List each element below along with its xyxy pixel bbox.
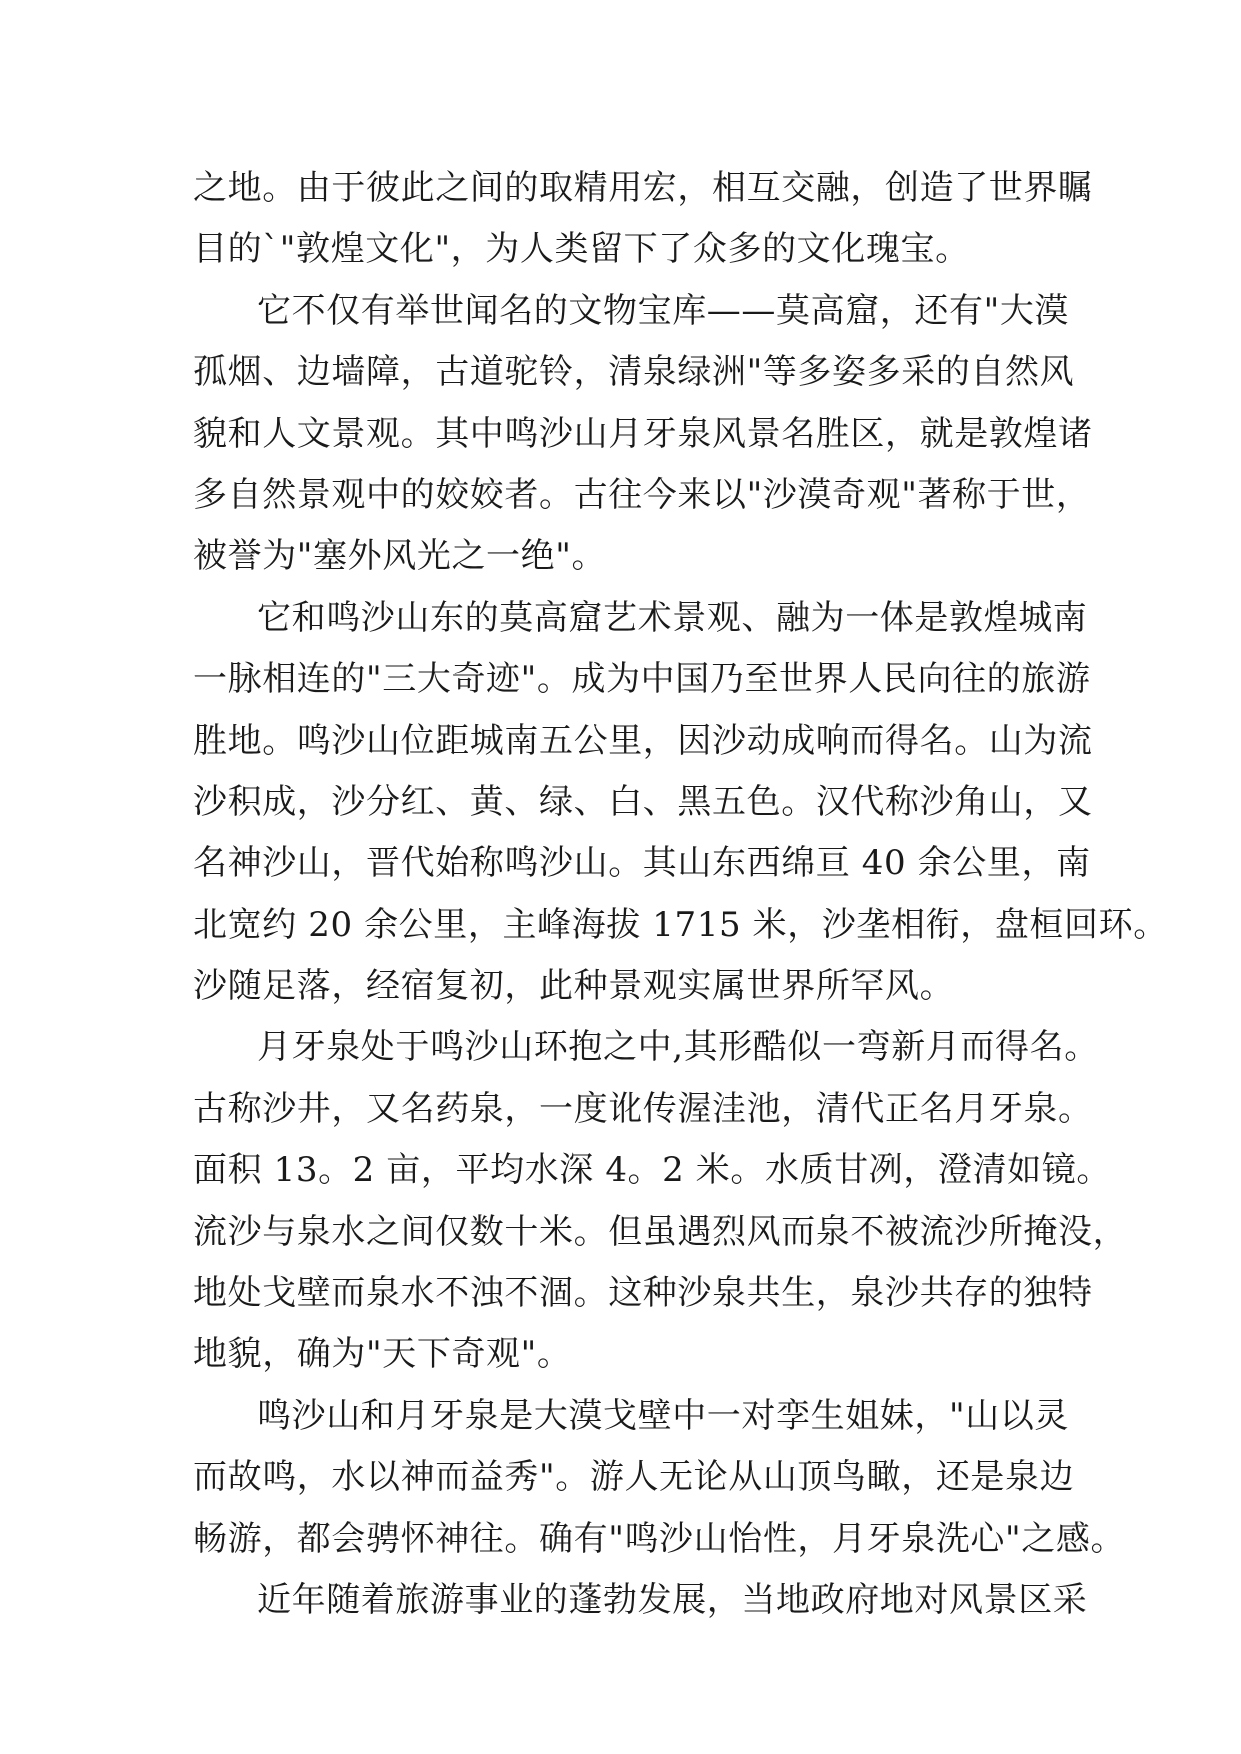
text-line: 地貌，确为"天下奇观"。 <box>193 1334 572 1375</box>
text-line: 多自然景观中的姣姣者。古往今来以"沙漠奇观"著称于世， <box>193 474 1091 515</box>
text-line: 沙积成，沙分红、黄、绿、白、黑五色。汉代称沙角山，又 <box>193 781 1093 822</box>
paragraph-start-line: 鸣沙山和月牙泉是大漠戈壁中一对孪生姐妹，"山以灵 <box>257 1395 1070 1436</box>
paragraph-start-line: 它不仅有举世闻名的文物宝库——莫高窟，还有"大漠 <box>257 290 1070 331</box>
text-line: 名神沙山，晋代始称鸣沙山。其山东西绵亘 40 余公里，南 <box>193 843 1091 884</box>
paragraph-start-line: 月牙泉处于鸣沙山环抱之中,其形酷似一弯新月而得名。 <box>257 1027 1099 1068</box>
text-line: 之地。由于彼此之间的取精用宏，相互交融，创造了世界瞩 <box>193 168 1093 208</box>
text-line: 古称沙井，又名药泉，一度讹传渥洼池，清代正名月牙泉。 <box>193 1088 1093 1129</box>
text-line: 貌和人文景观。其中鸣沙山月牙泉风景名胜区，就是敦煌诸 <box>193 413 1093 454</box>
text-line: 畅游，都会骋怀神往。确有"鸣沙山怡性，月牙泉洗心"之感。 <box>193 1518 1126 1559</box>
text-line: 被誉为"塞外风光之一绝"。 <box>193 536 607 577</box>
text-line: 胜地。鸣沙山位距城南五公里，因沙动成响而得名。山为流 <box>193 720 1093 761</box>
text-line: 而故鸣，水以神而益秀"。游人无论从山顶鸟瞰，还是泉边 <box>193 1457 1075 1498</box>
text-line: 目的`"敦煌文化"，为人类留下了众多的文化瑰宝。 <box>193 229 970 270</box>
text-line: 一脉相连的"三大奇迹"。成为中国乃至世界人民向往的旅游 <box>193 659 1091 700</box>
text-line: 流沙与泉水之间仅数十米。但虽遇烈风而泉不被流沙所掩没， <box>193 1211 1128 1252</box>
text-line: 北宽约 20 余公里，主峰海拔 1715 米，沙垄相衔，盘桓回环。 <box>193 904 1168 945</box>
text-line: 地处戈壁而泉水不浊不涸。这种沙泉共生，泉沙共存的独特 <box>193 1273 1093 1314</box>
text-line: 面积 13。2 亩，平均水深 4。2 米。水质甘冽，澄清如镜。 <box>193 1150 1111 1191</box>
paragraph-start-line: 它和鸣沙山东的莫高窟艺术景观、融为一体是敦煌城南 <box>257 597 1088 638</box>
text-line: 沙随足落，经宿复初，此种景观实属世界所罕风。 <box>193 966 955 1007</box>
paragraph-start-line: 近年随着旅游事业的蓬勃发展，当地政府地对风景区采 <box>257 1579 1088 1620</box>
body-text <box>193 158 1168 1631</box>
text-line: 孤烟、边墙障，古道驼铃，清泉绿洲"等多姿多采的自然风 <box>193 352 1075 393</box>
